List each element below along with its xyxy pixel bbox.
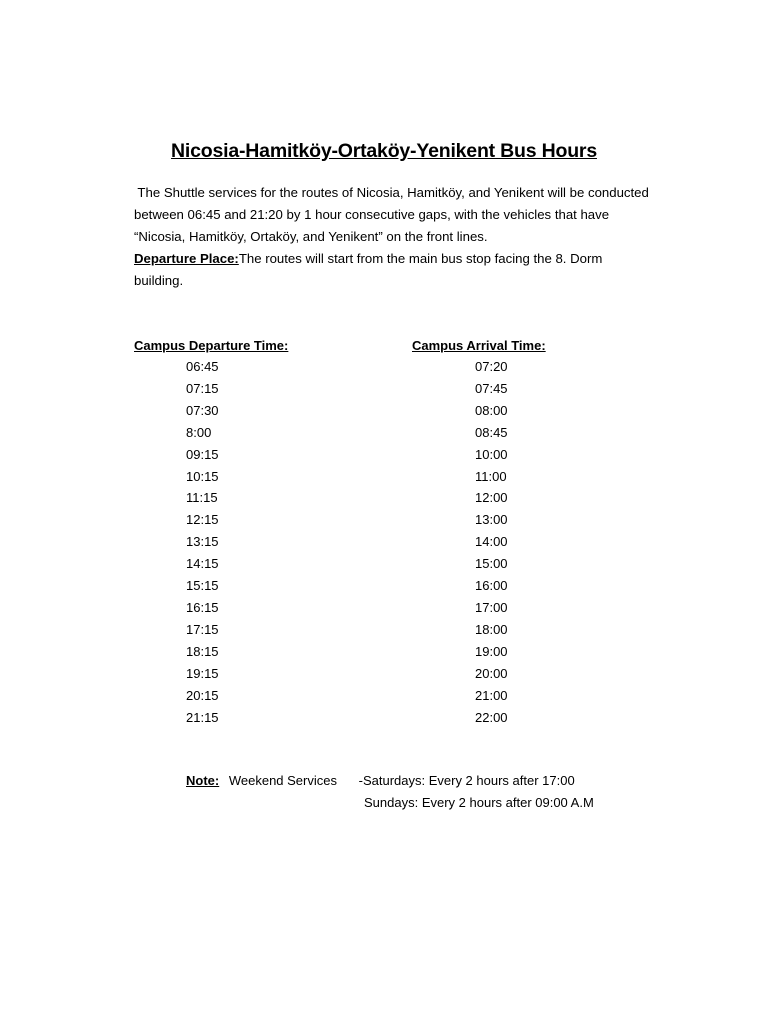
arrival-time: 17:00 <box>475 599 508 615</box>
sunday-schedule: Sundays: Every 2 hours after 09:00 A.M <box>364 795 594 810</box>
weekend-services-label: Weekend Services <box>228 773 337 788</box>
arrival-time: 07:20 <box>475 359 508 374</box>
arrival-time: 13:00 <box>475 512 508 528</box>
arrival-time: 20:00 <box>475 665 508 681</box>
departure-time: 20:15 <box>186 687 219 703</box>
arrival-time: 10:00 <box>475 446 508 462</box>
departure-time: 18:15 <box>186 643 219 659</box>
arrival-time: 15:00 <box>475 556 508 572</box>
departure-time: 13:15 <box>186 534 219 550</box>
departure-time: 07:30 <box>186 402 219 418</box>
arrival-time: 18:00 <box>475 621 508 637</box>
arrival-time: 08:00 <box>475 402 508 418</box>
departure-time: 19:15 <box>186 665 219 681</box>
saturday-schedule: -Saturdays: Every 2 hours after 17:00 <box>358 773 575 788</box>
arrival-time: 19:00 <box>475 643 508 659</box>
note-label: Note: <box>186 773 220 788</box>
departure-time: 11:15 <box>186 490 218 506</box>
departure-time: 09:15 <box>186 446 219 462</box>
departure-time: 14:15 <box>186 556 219 572</box>
intro-paragraph <box>134 182 694 292</box>
departure-time: 07:15 <box>186 380 219 396</box>
intro-line: between 06:45 and 21:20 by 1 hour consecutive gaps, with the vehicles that have <box>134 207 610 222</box>
arrival-time: 16:00 <box>475 578 508 594</box>
departure-column-header: Campus Departure Time: <box>134 338 289 353</box>
arrival-column-header: Campus Arrival Time: <box>412 338 546 353</box>
departure-time: 21:15 <box>186 709 219 725</box>
arrival-times-list <box>475 356 508 728</box>
departure-time: 17:15 <box>186 621 219 637</box>
arrival-time: 14:00 <box>475 534 508 550</box>
departure-time: 10:15 <box>186 468 219 484</box>
arrival-time: 22:00 <box>475 709 508 725</box>
arrival-time: 21:00 <box>475 687 508 703</box>
arrival-time: 12:00 <box>475 490 508 506</box>
departure-time: 15:15 <box>186 578 219 594</box>
departure-time: 12:15 <box>186 512 219 528</box>
page-title: Nicosia-Hamitköy-Ortaköy-Yenikent Bus Hours <box>171 140 597 162</box>
weekend-note <box>186 770 575 792</box>
departure-place-text-cont: building. <box>134 273 184 288</box>
departure-time: 06:45 <box>186 359 219 374</box>
departure-time: 8:00 <box>186 424 212 440</box>
departure-place-text: The routes will start from the main bus stop facing the 8. Dorm <box>238 251 603 266</box>
arrival-time: 08:45 <box>475 424 508 440</box>
departure-place <box>134 248 694 270</box>
arrival-time: 07:45 <box>475 380 508 396</box>
intro-line: “Nicosia, Hamitköy, Ortaköy, and Yenikent” on the front lines. <box>134 229 488 244</box>
departure-time: 16:15 <box>186 599 219 615</box>
departure-place-label: Departure Place: <box>134 251 239 266</box>
intro-line: The Shuttle services for the routes of Nicosia, Hamitköy, and Yenikent will be conducted <box>134 185 649 200</box>
departure-times-list <box>186 356 219 728</box>
arrival-time: 11:00 <box>475 468 507 484</box>
